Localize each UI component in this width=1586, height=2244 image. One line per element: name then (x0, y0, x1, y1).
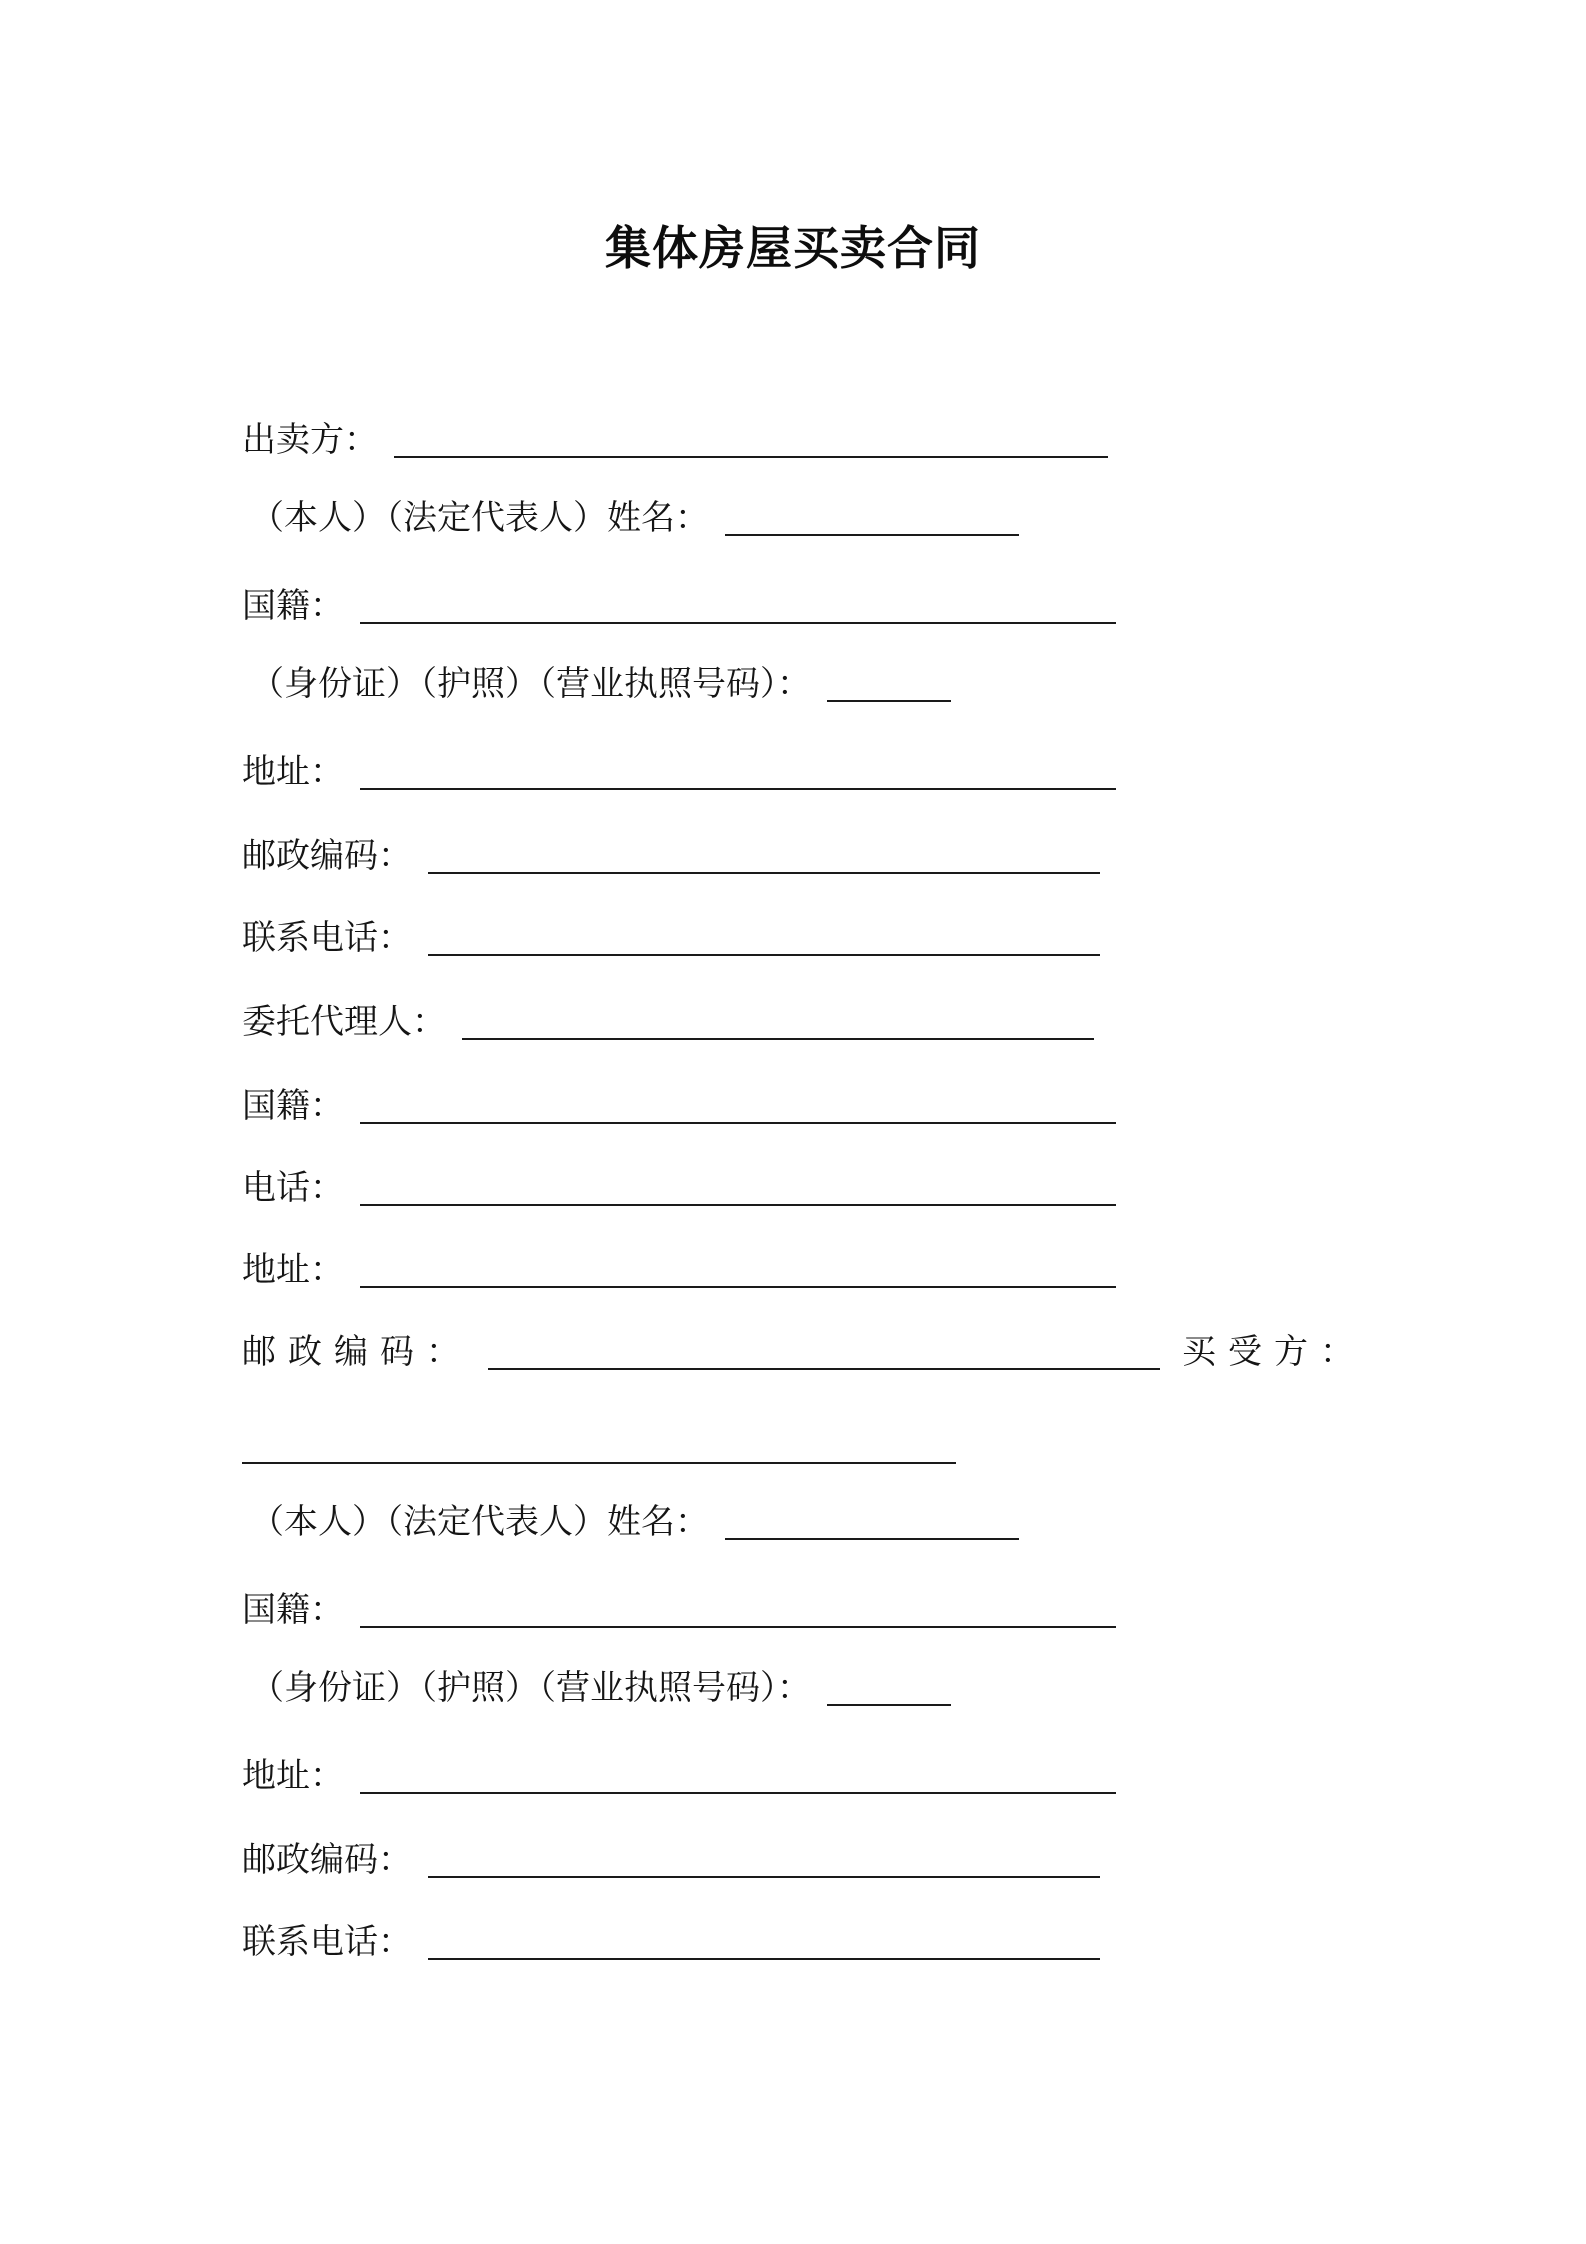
seller-postcode-field (242, 834, 1100, 878)
seller-phone-label: 联系电话： (242, 918, 412, 958)
agent-postcode-label: 邮政编码： (242, 1332, 472, 1372)
seller-address-blank[interactable] (360, 754, 1116, 790)
buyer-id-field (250, 1666, 951, 1710)
agent-label: 委托代理人： (242, 1002, 446, 1042)
buyer-nationality-blank[interactable] (360, 1592, 1116, 1628)
buyer-party-blank[interactable] (242, 1460, 956, 1464)
agent-phone-blank[interactable] (360, 1170, 1116, 1206)
buyer-phone-label: 联系电话： (242, 1922, 412, 1962)
buyer-nationality-label: 国籍： (242, 1590, 344, 1630)
buyer-party-label: 买受方： (1182, 1332, 1366, 1372)
seller-nationality-field (242, 584, 1116, 628)
agent-nationality-field (242, 1084, 1116, 1128)
seller-party-field (242, 418, 1108, 462)
seller-id-blank[interactable] (827, 666, 951, 702)
seller-nationality-label: 国籍： (242, 586, 344, 626)
buyer-address-label: 地址： (242, 1756, 344, 1796)
seller-nationality-blank[interactable] (360, 588, 1116, 624)
buyer-postcode-blank[interactable] (428, 1842, 1100, 1878)
agent-postcode-blank[interactable] (488, 1334, 1160, 1370)
buyer-name-blank[interactable] (725, 1504, 1019, 1540)
agent-address-field (242, 1248, 1116, 1292)
agent-phone-label: 电话： (242, 1168, 344, 1208)
buyer-nationality-field (242, 1588, 1116, 1632)
seller-name-label: （本人）（法定代表人）姓名： (250, 498, 709, 538)
buyer-postcode-label: 邮政编码： (242, 1840, 412, 1880)
agent-nationality-blank[interactable] (360, 1088, 1116, 1124)
buyer-address-blank[interactable] (360, 1758, 1116, 1794)
agent-postcode-field (242, 1330, 1160, 1374)
agent-nationality-label: 国籍： (242, 1086, 344, 1126)
buyer-id-label: （身份证）（护照）（营业执照号码）： (250, 1668, 811, 1708)
seller-postcode-label: 邮政编码： (242, 836, 412, 876)
buyer-phone-field (242, 1920, 1100, 1964)
buyer-postcode-field (242, 1838, 1100, 1882)
buyer-name-field (250, 1500, 1019, 1544)
buyer-phone-blank[interactable] (428, 1924, 1100, 1960)
document-title: 集体房屋买卖合同 (605, 221, 981, 275)
seller-postcode-blank[interactable] (428, 838, 1100, 874)
agent-phone-field (242, 1166, 1116, 1210)
seller-id-field (250, 662, 951, 706)
buyer-address-field (242, 1754, 1116, 1798)
buyer-name-label: （本人）（法定代表人）姓名： (250, 1502, 709, 1542)
buyer-id-blank[interactable] (827, 1670, 951, 1706)
seller-address-field (242, 750, 1116, 794)
agent-field (242, 1000, 1094, 1044)
seller-name-blank[interactable] (725, 500, 1019, 536)
seller-phone-blank[interactable] (428, 920, 1100, 956)
buyer-party-field (1182, 1330, 1366, 1374)
seller-name-field (250, 496, 1019, 540)
seller-address-label: 地址： (242, 752, 344, 792)
agent-address-blank[interactable] (360, 1252, 1116, 1288)
agent-blank[interactable] (462, 1004, 1094, 1040)
seller-party-label: 出卖方： (242, 420, 378, 460)
agent-address-label: 地址： (242, 1250, 344, 1290)
seller-phone-field (242, 916, 1100, 960)
seller-id-label: （身份证）（护照）（营业执照号码）： (250, 664, 811, 704)
seller-party-blank[interactable] (394, 422, 1108, 458)
